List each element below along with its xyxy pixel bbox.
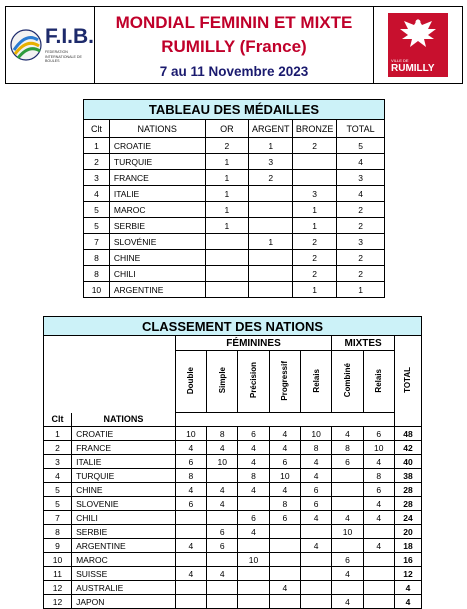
nations-cell: 4 (332, 567, 363, 581)
rumilly-logo (373, 6, 463, 84)
medals-table (83, 99, 385, 298)
medals-cell (249, 202, 293, 218)
nations-cell (363, 567, 394, 581)
col-feminine-double: Double (175, 351, 206, 413)
medals-row (84, 154, 385, 170)
medals-cell: 2 (337, 266, 385, 282)
nations-cell: 8 (301, 441, 332, 455)
nations-cell: 11 (44, 567, 72, 581)
nations-cell: 6 (175, 455, 206, 469)
nations-cell (269, 553, 300, 567)
nations-cell: 6 (269, 511, 300, 525)
medals-cell: 4 (84, 186, 110, 202)
nations-cell: 4 (207, 497, 238, 511)
nations-cell: 12 (394, 567, 421, 581)
nations-cell: ARGENTINE (72, 539, 176, 553)
nations-row (44, 497, 422, 511)
medals-cell: 1 (293, 218, 337, 234)
nations-cell: 5 (44, 497, 72, 511)
medals-cell: ARGENTINE (109, 282, 205, 298)
nations-row (44, 553, 422, 567)
nations-cell: 4 (269, 581, 300, 595)
medals-cell: SERBIE (109, 218, 205, 234)
medals-cell: 1 (205, 186, 249, 202)
nations-cell: 10 (175, 427, 206, 441)
nations-row (44, 595, 422, 609)
nations-cell: 4 (269, 427, 300, 441)
nations-cell: SUISSE (72, 567, 176, 581)
event-dates: 7 au 11 Novembre 2023 (159, 64, 309, 79)
medals-cell: 2 (337, 250, 385, 266)
nations-cell: 10 (332, 525, 363, 539)
nations-cell: 6 (301, 483, 332, 497)
nations-cell: CROATIE (72, 427, 176, 441)
nations-row (44, 441, 422, 455)
medals-cell: 2 (205, 138, 249, 154)
nations-cell: 3 (44, 455, 72, 469)
nations-row (44, 483, 422, 497)
medals-caption: TABLEAU DES MÉDAILLES (84, 100, 385, 120)
col-nations: NATIONS (72, 413, 176, 427)
medals-col-argent: ARGENT (249, 120, 293, 138)
medals-row (84, 138, 385, 154)
medals-row (84, 170, 385, 186)
fib-logo (5, 6, 95, 84)
medals-cell: CHINE (109, 250, 205, 266)
medals-cell: TURQUIE (109, 154, 205, 170)
nations-cell: 6 (363, 483, 394, 497)
medals-cell: 2 (293, 138, 337, 154)
nations-cell: 10 (207, 455, 238, 469)
nations-cell: 42 (394, 441, 421, 455)
nations-cell (363, 525, 394, 539)
event-title-block (95, 6, 373, 84)
medals-cell: CROATIE (109, 138, 205, 154)
medals-cell (205, 266, 249, 282)
nations-cell: 1 (44, 427, 72, 441)
medals-cell: 2 (337, 218, 385, 234)
medals-cell: 10 (84, 282, 110, 298)
col-feminine-précision: Précision (238, 351, 269, 413)
medals-cell: 8 (84, 250, 110, 266)
medals-row (84, 250, 385, 266)
col-feminine-progressif: Progressif (269, 351, 300, 413)
medals-row (84, 202, 385, 218)
medals-cell: 2 (293, 234, 337, 250)
medals-cell: 1 (249, 138, 293, 154)
nations-cell (269, 595, 300, 609)
medals-cell: 1 (205, 170, 249, 186)
nations-cell: 4 (175, 567, 206, 581)
col-feminine-simple: Simple (207, 351, 238, 413)
nations-cell: 4 (394, 581, 421, 595)
nations-cell: 4 (207, 483, 238, 497)
medals-cell: 3 (293, 186, 337, 202)
nations-cell: 10 (363, 441, 394, 455)
nations-cell: 8 (175, 469, 206, 483)
medals-cell: 1 (293, 202, 337, 218)
nations-cell: 4 (363, 455, 394, 469)
medals-cell: 1 (249, 234, 293, 250)
nations-cell: 4 (332, 595, 363, 609)
nations-cell: 6 (238, 511, 269, 525)
medals-cell (205, 234, 249, 250)
medals-cell: 5 (84, 218, 110, 234)
nations-cell: CHILI (72, 511, 176, 525)
rumilly-logo-word2: RUMILLY (391, 63, 435, 74)
medals-cell: 5 (337, 138, 385, 154)
nations-cell (332, 483, 363, 497)
nations-cell: 7 (44, 511, 72, 525)
medals-col-bronze: BRONZE (293, 120, 337, 138)
nations-cell: 24 (394, 511, 421, 525)
nations-cell: 4 (175, 539, 206, 553)
fib-logo-subtext: FEDERATION INTERNATIONALE DE BOULES (45, 50, 82, 64)
nations-cell (207, 469, 238, 483)
nations-cell: 48 (394, 427, 421, 441)
medals-col-nations: NATIONS (109, 120, 205, 138)
header (5, 6, 463, 86)
col-clt: Clt (44, 413, 72, 427)
nations-cell (332, 539, 363, 553)
medals-cell: 2 (293, 250, 337, 266)
nations-cell: 4 (238, 525, 269, 539)
nations-cell: 10 (44, 553, 72, 567)
nations-cell: 6 (332, 553, 363, 567)
nations-caption: CLASSEMENT DES NATIONS (44, 317, 422, 336)
nations-cell: TURQUIE (72, 469, 176, 483)
nations-cell: 5 (44, 483, 72, 497)
nations-cell: SLOVENIE (72, 497, 176, 511)
nations-cell: 4 (44, 469, 72, 483)
medals-cell: MAROC (109, 202, 205, 218)
nations-cell (207, 595, 238, 609)
nations-cell: 4 (332, 511, 363, 525)
nations-cell (207, 581, 238, 595)
medals-cell: SLOVÉNIE (109, 234, 205, 250)
medals-cell: FRANCE (109, 170, 205, 186)
nations-cell: 8 (269, 497, 300, 511)
rumilly-eagle-icon (388, 13, 448, 77)
nations-cell: 10 (238, 553, 269, 567)
medals-cell (205, 282, 249, 298)
nations-cell (238, 595, 269, 609)
nations-cell (175, 595, 206, 609)
medals-cell: 3 (249, 154, 293, 170)
nations-cell (363, 553, 394, 567)
nations-cell (207, 511, 238, 525)
nations-cell: 18 (394, 539, 421, 553)
nations-cell (332, 581, 363, 595)
nations-cell (332, 497, 363, 511)
medals-cell: 2 (249, 170, 293, 186)
group-mixtes: MIXTES (332, 336, 395, 351)
medals-cell (249, 186, 293, 202)
medals-cell: 4 (337, 154, 385, 170)
nations-cell: 6 (332, 455, 363, 469)
nations-cell: 12 (44, 581, 72, 595)
medals-cell: 8 (84, 266, 110, 282)
nations-cell: FRANCE (72, 441, 176, 455)
nations-cell: 12 (44, 595, 72, 609)
nations-cell: 4 (301, 455, 332, 469)
nations-cell: 4 (363, 539, 394, 553)
nations-cell: 8 (238, 469, 269, 483)
nations-cell (175, 511, 206, 525)
medals-cell: 2 (84, 154, 110, 170)
medals-row (84, 234, 385, 250)
medals-cell: CHILI (109, 266, 205, 282)
fib-logo-text: F.I.B. (45, 25, 95, 49)
nations-cell (175, 581, 206, 595)
medals-cell (205, 250, 249, 266)
nations-cell: MAROC (72, 553, 176, 567)
medals-cell (293, 154, 337, 170)
nations-table (43, 316, 422, 609)
nations-cell: 6 (363, 427, 394, 441)
medals-col-clt: Clt (84, 120, 110, 138)
medals-cell: 3 (337, 234, 385, 250)
nations-cell: 28 (394, 497, 421, 511)
event-title: MONDIAL FEMININ ET MIXTE (115, 13, 353, 32)
nations-cell: 9 (44, 539, 72, 553)
nations-cell: 4 (207, 567, 238, 581)
nations-cell (332, 469, 363, 483)
nations-cell: 10 (269, 469, 300, 483)
medals-cell: 7 (84, 234, 110, 250)
nations-cell: 28 (394, 483, 421, 497)
nations-row (44, 567, 422, 581)
nations-cell: 4 (238, 455, 269, 469)
nations-cell: 4 (301, 539, 332, 553)
nations-cell: ITALIE (72, 455, 176, 469)
nations-cell (301, 525, 332, 539)
nations-cell: 4 (175, 483, 206, 497)
nations-cell: 38 (394, 469, 421, 483)
nations-cell (301, 595, 332, 609)
medals-cell: 1 (337, 282, 385, 298)
header-empty-cell (44, 336, 176, 413)
medals-cell (249, 282, 293, 298)
nations-cell: 6 (207, 539, 238, 553)
nations-cell (238, 497, 269, 511)
nations-cell (175, 525, 206, 539)
medals-row (84, 186, 385, 202)
nations-cell: 20 (394, 525, 421, 539)
nations-row (44, 581, 422, 595)
nations-cell: 4 (238, 483, 269, 497)
nations-cell: AUSTRALIE (72, 581, 176, 595)
group-feminines: FÉMININES (175, 336, 332, 351)
nations-cell (269, 525, 300, 539)
nations-cell: 4 (332, 427, 363, 441)
nations-cell: 8 (44, 525, 72, 539)
nations-row (44, 539, 422, 553)
nations-cell: 4 (207, 441, 238, 455)
col-mixte-relais: Relais (363, 351, 394, 413)
col-mixte-combiné: Combiné (332, 351, 363, 413)
nations-cell (363, 581, 394, 595)
nations-cell (207, 553, 238, 567)
medals-row (84, 266, 385, 282)
nations-cell (175, 553, 206, 567)
rumilly-logo-word1: VILLE DE (391, 58, 409, 63)
nations-cell (301, 553, 332, 567)
nations-cell: 6 (175, 497, 206, 511)
nations-cell (238, 581, 269, 595)
medals-col-total: TOTAL (337, 120, 385, 138)
nations-cell: 4 (301, 511, 332, 525)
col-total: TOTAL (394, 336, 421, 427)
nations-cell (301, 567, 332, 581)
nations-cell (238, 567, 269, 581)
nations-cell: 2 (44, 441, 72, 455)
nations-cell: 8 (363, 469, 394, 483)
medals-cell: 3 (84, 170, 110, 186)
nations-cell: 4 (301, 469, 332, 483)
fib-ball-icon (9, 28, 43, 62)
medals-cell (293, 170, 337, 186)
nations-cell: 8 (332, 441, 363, 455)
medals-cell: 3 (337, 170, 385, 186)
medals-cell: 5 (84, 202, 110, 218)
nations-cell: 6 (301, 497, 332, 511)
nations-cell: 4 (175, 441, 206, 455)
nations-cell: 6 (269, 455, 300, 469)
medals-cell: 1 (205, 154, 249, 170)
medals-cell: 2 (293, 266, 337, 282)
medals-row (84, 218, 385, 234)
nations-cell (269, 567, 300, 581)
medals-cell: 1 (84, 138, 110, 154)
nations-row (44, 469, 422, 483)
nations-cell: SERBIE (72, 525, 176, 539)
medals-cell: ITALIE (109, 186, 205, 202)
nations-cell (363, 595, 394, 609)
event-location: RUMILLY (France) (161, 37, 307, 56)
col-feminine-relais: Relais (301, 351, 332, 413)
nations-row (44, 511, 422, 525)
nations-cell: 4 (269, 483, 300, 497)
nations-cell: 4 (363, 497, 394, 511)
nations-cell: 40 (394, 455, 421, 469)
nations-cell: 16 (394, 553, 421, 567)
nations-cell: CHINE (72, 483, 176, 497)
medals-row (84, 282, 385, 298)
nations-cell: 4 (269, 441, 300, 455)
nations-cell: JAPON (72, 595, 176, 609)
medals-col-or: OR (205, 120, 249, 138)
medals-cell (249, 266, 293, 282)
medals-cell: 2 (337, 202, 385, 218)
nations-cell: 6 (207, 525, 238, 539)
medals-cell: 1 (293, 282, 337, 298)
medals-cell: 1 (205, 202, 249, 218)
nations-cell: 4 (238, 441, 269, 455)
nations-cell (238, 539, 269, 553)
nations-cell (269, 539, 300, 553)
nations-cell: 4 (394, 595, 421, 609)
nations-row (44, 455, 422, 469)
medals-cell: 1 (205, 218, 249, 234)
nations-row (44, 427, 422, 441)
medals-cell (249, 218, 293, 234)
nations-cell: 10 (301, 427, 332, 441)
nations-cell: 6 (238, 427, 269, 441)
medals-cell (249, 250, 293, 266)
nations-row (44, 525, 422, 539)
nations-cell: 8 (207, 427, 238, 441)
nations-cell (301, 581, 332, 595)
medals-cell: 4 (337, 186, 385, 202)
nations-cell: 4 (363, 511, 394, 525)
